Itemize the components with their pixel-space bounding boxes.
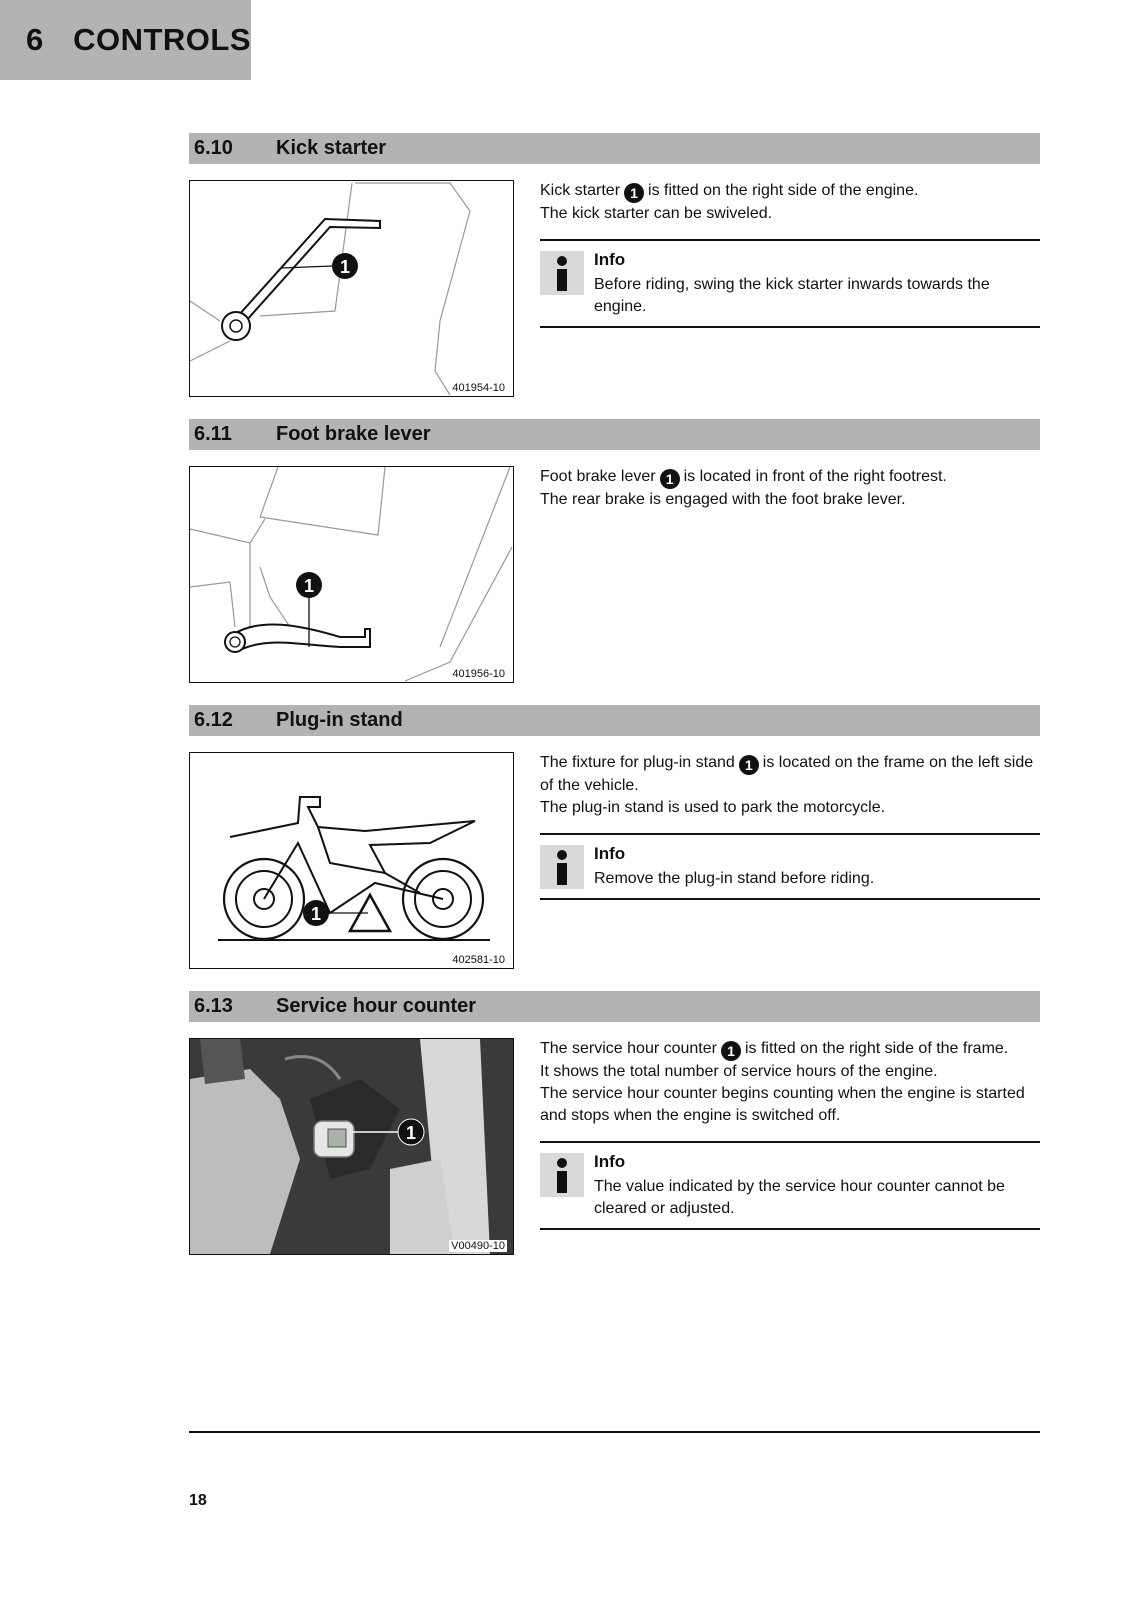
paragraph: The plug-in stand is used to park the motorcycle. (540, 799, 886, 816)
section-title: Service hour counter (276, 995, 477, 1017)
info-icon (540, 845, 584, 889)
callout-badge: 1 (660, 469, 680, 489)
paragraph (540, 1038, 1040, 1061)
service-hour-counter-photo (189, 1038, 514, 1255)
paragraph (540, 180, 1040, 203)
section-number: 6.13 (194, 995, 233, 1017)
chapter-tab (0, 0, 251, 80)
section-text (540, 466, 1040, 511)
text-span: is fitted on the right side of the frame. (744, 1040, 1009, 1057)
paragraph (540, 466, 1040, 489)
figure-code: 401954-10 (452, 382, 505, 394)
info-text: The value indicated by the service hour counter cannot be cleared or adjusted. (594, 1178, 1005, 1217)
foot-brake-illustration (190, 467, 513, 682)
text-span: is fitted on the right side of the engine. (648, 182, 919, 199)
plug-in-stand-figure (189, 752, 514, 969)
page-number: 18 (189, 1492, 207, 1509)
info-text: Remove the plug-in stand before riding. (594, 870, 875, 887)
kick-starter-figure (189, 180, 514, 397)
figure-code: V00490-10 (451, 1240, 505, 1252)
info-icon (540, 251, 584, 295)
motorcycle-illustration (190, 753, 513, 968)
section-number: 6.10 (194, 137, 233, 159)
foot-brake-figure (189, 466, 514, 683)
info-title: Info (594, 844, 626, 863)
info-box (540, 833, 1040, 900)
section-service-hour-counter (189, 991, 1040, 1252)
section-text (540, 752, 1040, 900)
text-span: is located in front of the right footrest. (683, 468, 947, 485)
text-span: The service hour counter (540, 1040, 717, 1057)
callout-number: 1 (339, 257, 351, 277)
chapter-number: 6 (26, 22, 44, 57)
section-header (189, 419, 1040, 450)
section-header (189, 991, 1040, 1022)
paragraph: The rear brake is engaged with the foot brake lever. (540, 491, 906, 508)
callout-badge: 1 (721, 1041, 741, 1061)
section-title: Kick starter (276, 137, 387, 159)
text-span: is located on the frame on the left side of the vehicle. (540, 754, 1034, 794)
chapter-title: CONTROLS (73, 22, 251, 57)
section-text (540, 180, 1040, 328)
section-header (189, 133, 1040, 164)
paragraph: The service hour counter begins counting when the engine is started and stops when the engine is switched off. (540, 1085, 1025, 1124)
section-header (189, 705, 1040, 736)
info-title: Info (594, 250, 626, 269)
text-span: Kick starter (540, 182, 621, 199)
info-box (540, 239, 1040, 328)
engine-photo-illustration (190, 1039, 513, 1254)
section-number: 6.12 (194, 709, 233, 731)
section-title: Plug-in stand (276, 709, 403, 731)
section-foot-brake-lever (189, 419, 1040, 680)
footer-divider (189, 1431, 1040, 1433)
callout-number: 1 (310, 904, 322, 924)
text-span: Foot brake lever (540, 468, 656, 485)
figure-code: 402581-10 (452, 954, 505, 966)
text-span: The fixture for plug-in stand (540, 754, 735, 771)
paragraph: The kick starter can be swiveled. (540, 205, 773, 222)
info-icon (540, 1153, 584, 1197)
kick-starter-illustration (190, 181, 513, 396)
figure-code: 401956-10 (452, 668, 505, 680)
section-kick-starter (189, 133, 1040, 394)
section-number: 6.11 (194, 423, 232, 445)
callout-number: 1 (303, 576, 315, 596)
callout-number: 1 (405, 1123, 417, 1143)
info-box (540, 1141, 1040, 1230)
paragraph: It shows the total number of service hours of the engine. (540, 1063, 938, 1080)
callout-badge: 1 (739, 755, 759, 775)
callout-badge: 1 (624, 183, 644, 203)
section-plug-in-stand (189, 705, 1040, 966)
section-text (540, 1038, 1040, 1230)
info-title: Info (594, 1152, 626, 1171)
info-text: Before riding, swing the kick starter inwards towards the engine. (594, 276, 990, 315)
section-title: Foot brake lever (276, 423, 431, 445)
paragraph (540, 752, 1040, 797)
